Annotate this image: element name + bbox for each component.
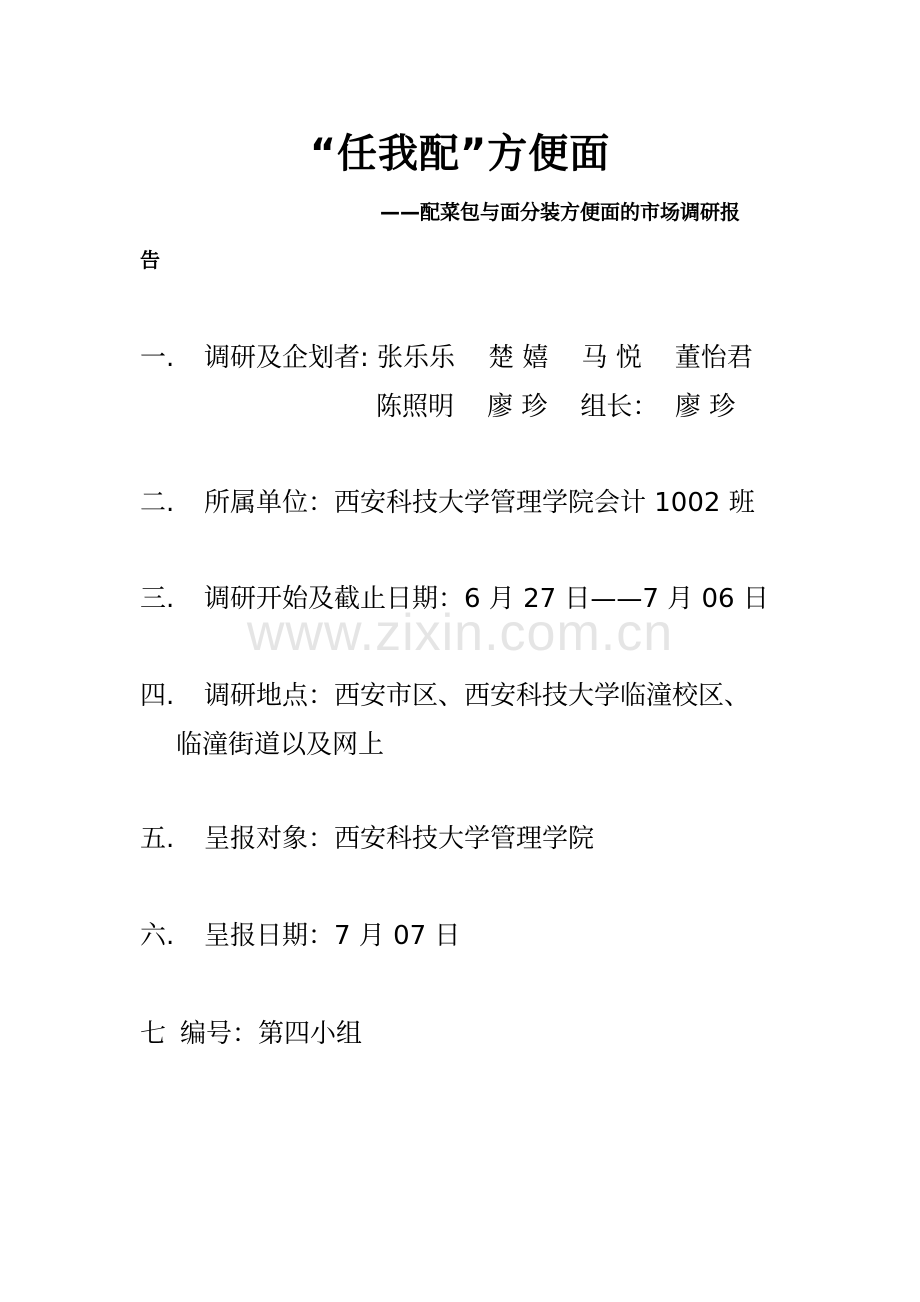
leader-label: 组长：	[580, 392, 659, 422]
section-number: 五.	[140, 824, 175, 854]
section-number: 一.	[140, 343, 175, 373]
section-planners-line2	[376, 386, 735, 423]
section-planners	[140, 337, 753, 374]
section-text: 编号：第四小组	[180, 1019, 363, 1049]
planners-label: 调研及企划者:	[204, 343, 369, 373]
planner-name: 马 悦	[581, 343, 642, 373]
section-text: 调研开始及截止日期：6 月 27 日——7 月 06 日	[204, 584, 769, 614]
document-title: “任我配”方便面	[309, 131, 611, 177]
section-text: 所属单位：西安科技大学管理学院会计 1002 班	[204, 488, 755, 518]
section-group-number	[140, 1013, 362, 1050]
leader-name: 廖 珍	[674, 392, 736, 422]
document-subtitle: ——配菜包与面分装方便面的市场调研报	[380, 200, 740, 224]
planner-name: 董怡君	[674, 343, 753, 373]
section-locations-continuation: 临潼街道以及网上	[176, 730, 385, 760]
section-text: 呈报对象：西安科技大学管理学院	[204, 824, 595, 854]
watermark: www.zixin.com.cn	[246, 604, 674, 662]
section-locations	[140, 675, 750, 712]
planner-name: 张乐乐	[377, 343, 456, 373]
section-number: 三.	[140, 584, 175, 614]
section-number: 六.	[140, 921, 175, 951]
planner-name: 廖 珍	[487, 392, 548, 422]
document-subtitle-continuation: 告	[140, 248, 160, 272]
section-unit	[140, 482, 755, 519]
planner-name: 陈照明	[376, 392, 455, 422]
section-text: 呈报日期：7 月 07 日	[204, 921, 461, 951]
section-recipient	[140, 818, 594, 855]
section-number: 四.	[140, 681, 175, 711]
section-number: 二.	[140, 488, 175, 518]
section-report-date	[140, 915, 460, 952]
planner-name: 楚 嬉	[488, 343, 549, 373]
section-number: 七	[140, 1019, 167, 1049]
section-text: 调研地点：西安市区、西安科技大学临潼校区、	[204, 681, 751, 711]
